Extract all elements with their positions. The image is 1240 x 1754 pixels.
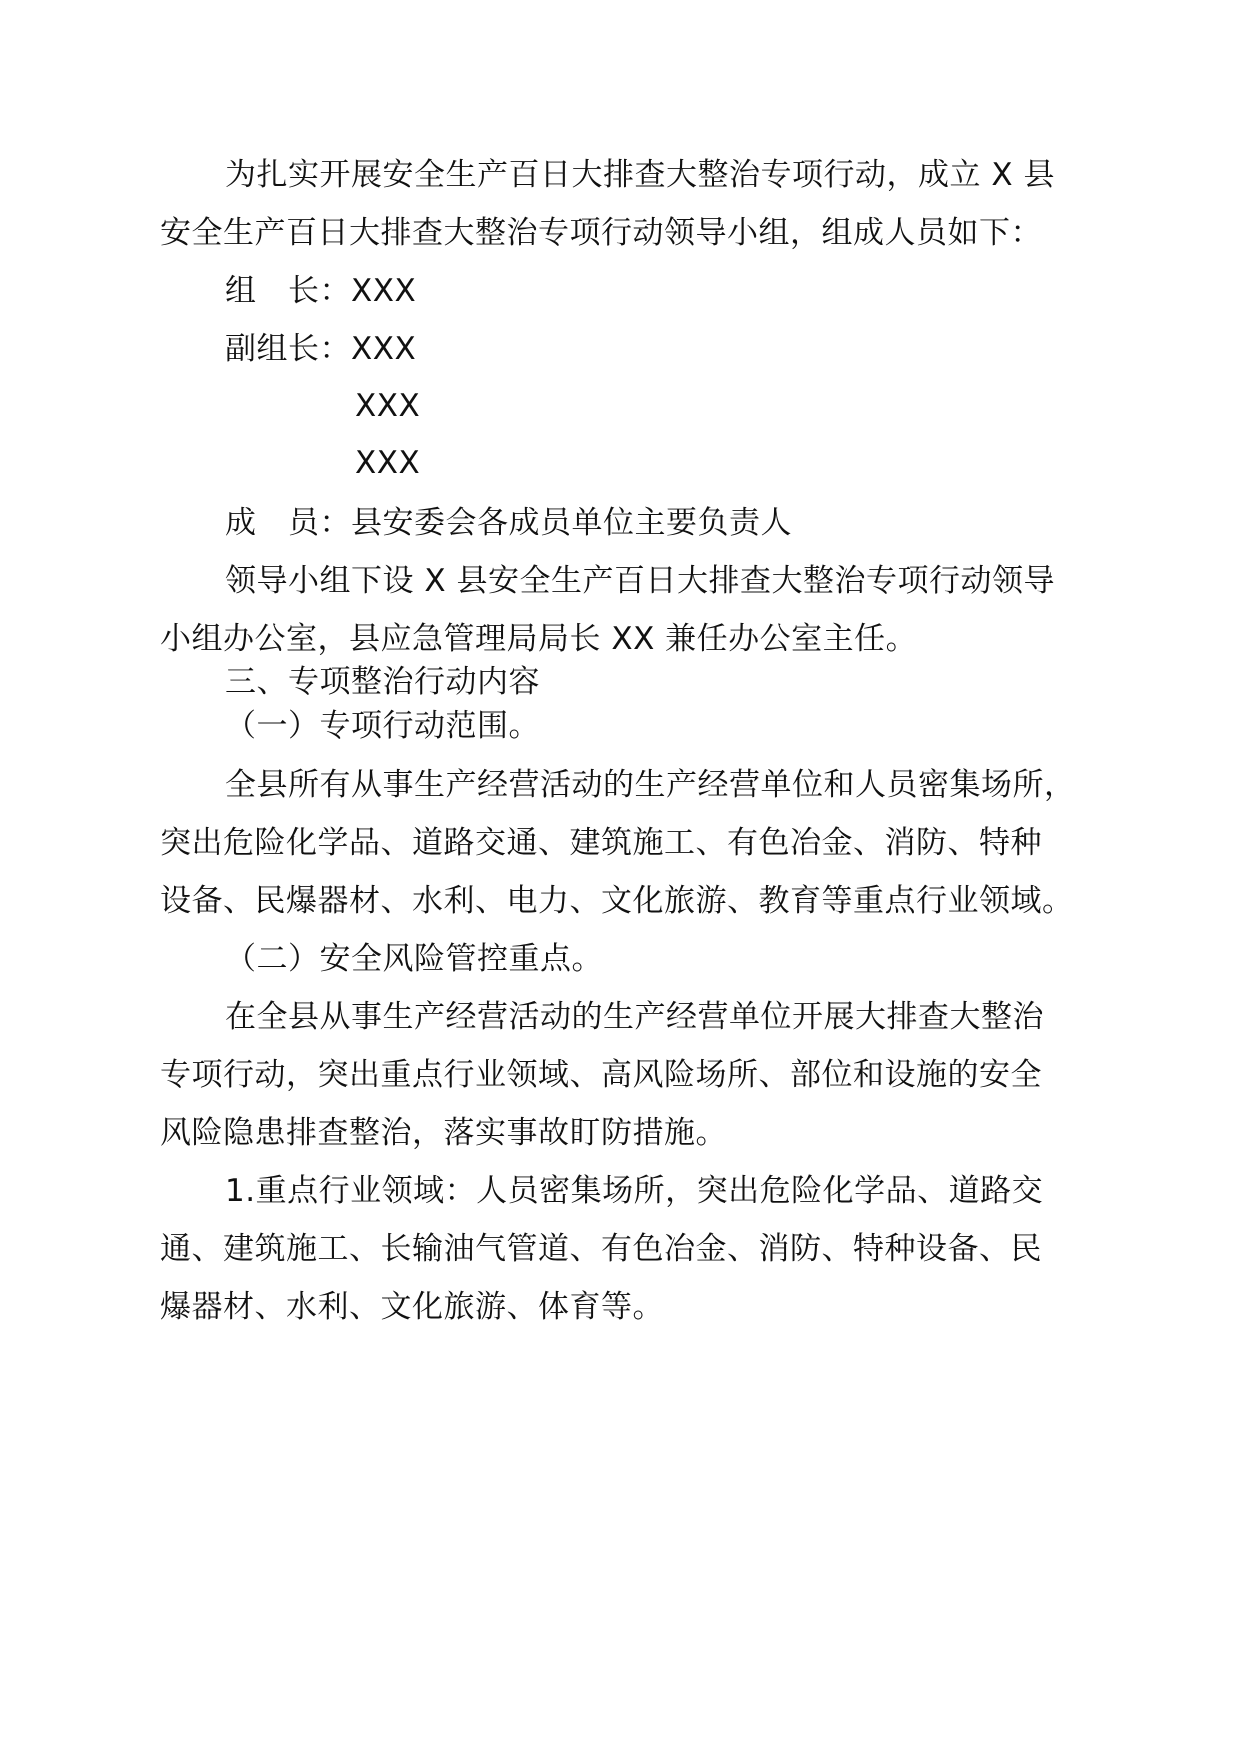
item-1-line-1: 1.重点行业领域：人员密集场所，突出危险化学品、道路交 [225, 1173, 1044, 1209]
deputy-line-3: XXX [355, 445, 421, 481]
intro-line-2: 安全生产百日大排查大整治专项行动领导小组，组成人员如下： [160, 215, 1042, 251]
scope-line-1: 全县所有从事生产经营活动的生产经营单位和人员密集场所， [225, 767, 1076, 803]
scope-line-2: 突出危险化学品、道路交通、建筑施工、有色冶金、消防、特种 [160, 825, 1042, 861]
members-line: 成 员：县安委会各成员单位主要负责人 [225, 505, 792, 541]
focus-line-2: 专项行动，突出重点行业领域、高风险场所、部位和设施的安全 [160, 1057, 1042, 1093]
focus-line-3: 风险隐患排查整治，落实事故盯防措施。 [160, 1115, 727, 1151]
subsection-2-heading: （二）安全风险管控重点。 [225, 941, 603, 977]
scope-line-3: 设备、民爆器材、水利、电力、文化旅游、教育等重点行业领域。 [160, 883, 1074, 919]
intro-line-1: 为扎实开展安全生产百日大排查大整治专项行动，成立 X 县 [225, 157, 1055, 193]
deputy-line-2: XXX [355, 388, 421, 424]
item-1-line-2: 通、建筑施工、长输油气管道、有色冶金、消防、特种设备、民 [160, 1231, 1042, 1267]
office-line-1: 领导小组下设 X 县安全生产百日大排查大整治专项行动领导 [225, 563, 1055, 599]
item-1-line-3: 爆器材、水利、文化旅游、体育等。 [160, 1289, 664, 1325]
office-line-2: 小组办公室，县应急管理局局长 XX 兼任办公室主任。 [160, 621, 918, 657]
subsection-1-heading: （一）专项行动范围。 [225, 708, 540, 744]
leader-line: 组 长：XXX [225, 273, 417, 309]
deputy-line: 副组长：XXX [225, 331, 417, 367]
focus-line-1: 在全县从事生产经营活动的生产经营单位开展大排查大整治 [225, 999, 1044, 1035]
section-3-heading: 三、专项整治行动内容 [225, 664, 540, 700]
